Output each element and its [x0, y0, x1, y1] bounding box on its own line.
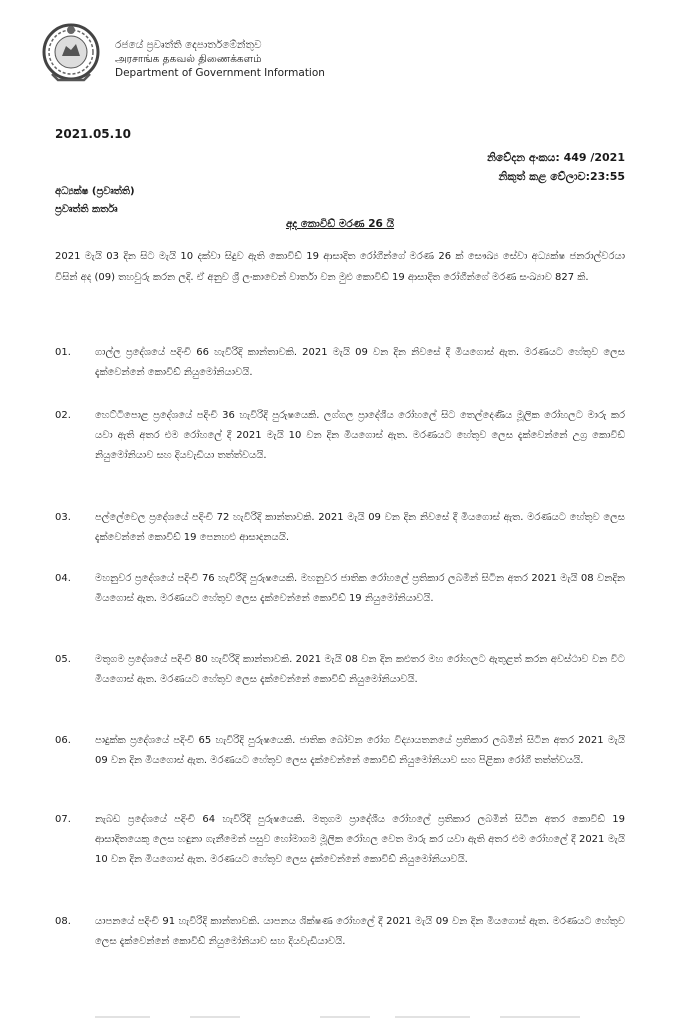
release-date: 2021.05.10 [55, 127, 131, 141]
recipient-news-editor: ප්‍රවෘත්ති කර්තෘ [55, 204, 118, 215]
item-number: 04. [55, 573, 71, 584]
page-title-text: අද කොවිඩ් මරණ 26 යි [285, 218, 395, 230]
list-item [55, 810, 625, 870]
list-item [55, 406, 625, 466]
item-text: ගාල්ල ප්‍රදේශයේ පදිංචි 66 හැවිරිදි කාන්තාවකි. 2021 මැයි 09 වන දින නිවසේ දී මියගොස් ඇත. මරණයට හේතුව ලෙස දැක්වෙන්නේ කොවිඩ් නියුමෝනියාවයි. [95, 347, 625, 378]
release-reference [487, 148, 625, 186]
item-text: මතුගම ප්‍රදේශයේ පදිංචි 80 හැවිරිදි කාන්තාවකි. 2021 මැයි 08 වන දින කළුතර මහ රෝහලට ඇතුළත් කරන අවස්ථාව වන විට මියගොස් ඇත. මරණයට හේතුව ලෙස දැක්වෙන්නේ කොවිඩ් නියුමෝනියාවයි. [95, 654, 625, 685]
item-text: පල්ලේවෙල ප්‍රදේශයේ පදිංචි 72 හැවිරිදි කාන්තාවකි. 2021 මැයි 09 වන දින නිවසේ දී මියගොස් ඇත. මරණයට හේතුව ලෙස දැක්වෙන්නේ කොවිඩ් 19 පෙනහළු ආසාදනයයි. [95, 512, 625, 543]
list-item [55, 508, 625, 548]
item-number: 03. [55, 512, 71, 523]
recipients [55, 183, 135, 219]
department-name-english: Department of Government Information [115, 67, 325, 79]
department-name-sinhala: රජයේ ප්‍රවෘත්ති දෙපාර්තමේන්තුව [115, 39, 262, 51]
recipient-director-news: අධ්‍යක්ෂ (ප්‍රවෘත්ති) [55, 186, 135, 197]
item-text: පාදුක්ක ප්‍රදේශයේ පදිංචි 65 හැවිරිදි පුරුෂයෙකි. ජාතික බෝවන රෝග විද්‍යායතනයේ ප්‍රතිකාර ලබමින් සිටින අතර 2021 මැයි 09 වන දින මියගොස් ඇත. මරණයට හේතුව ලෙස දැක්වෙන්නේ කොවිඩ් නියුමෝනියාව සහ පිළිකා රෝගී තත්ත්වයයි. [95, 735, 625, 766]
page-title [0, 218, 680, 231]
item-number: 05. [55, 654, 71, 665]
list-item [55, 343, 625, 383]
page-footer [0, 1008, 680, 1024]
item-text: මහනුවර ප්‍රදේශයේ පදිංචි 76 හැවිරිදි පුරුෂයෙකි. මහනුවර ජාතික රෝහලේ ප්‍රතිකාර ලබමින් සිටින අතර 2021 මැයි 08 වනදින මියගොස් ඇත. මරණයට හේතුව ලෙස දැක්වෙන්නේ කොවිඩ් 19 නියුමෝනියාවයි. [95, 573, 625, 604]
item-number: 08. [55, 916, 71, 927]
item-text: හෙට්ටිපොළ ප්‍රදේශයේ පදිංචි 36 හැවිරිදි පුරුෂයෙකි. ලග්ගල ප්‍රාදේශීය රෝහලේ සිට තෙල්දෙණිය මූලික රෝහලට මාරු කර යවා ඇති අතර එම රෝහලේ දී 2021 මැයි 10 වන දින මියගොස් ඇත. මරණයට හේතුව ලෙස දැක්වෙන්නේ උග්‍ර කොවිඩ් නියුමෝනියාව සහ දියවැඩියා තත්ත්වයයි. [95, 410, 625, 461]
item-text: යාපනයේ පදිංචි 91 හැවිරිදි කාන්තාවකි. යාපනය ශික්ෂණ රෝහලේ දී 2021 මැයි 09 වන දින මියගොස් ඇත. මරණයට හේතුව ලෙස දැක්වෙන්නේ කොවිඩ් නියුමෝනියාව සහ දියවැඩියාවයි. [95, 916, 625, 947]
intro-paragraph: 2021 මැයි 03 දින සිට මැයි 10 දක්වා සිදුව ඇති කොවිඩ් 19 ආසාදිත රෝගීන්ගේ මරණ 26 ක් සෞඛ්‍ය සේවා අධ්‍යක්ෂ ජනරාල්වරයා විසින් අද (09) තහවුරු කරන ලදි. ඒ අනුව ශ්‍රී ලංකාවෙන් වාර්තා වන මුළු කොවිඩ් 19 ආසාදිත රෝගීන්ගේ මරණ සංඛ්‍යාව 827 කි. [55, 251, 625, 283]
list-item [55, 912, 625, 952]
item-number: 07. [55, 814, 71, 825]
list-item [55, 731, 625, 771]
list-item [55, 569, 625, 609]
release-time: නිකුත් කළ වේලාව:23:55 [498, 170, 625, 183]
department-name-tamil: அரசாங்க தகவல் திணைக்களம் [115, 53, 262, 65]
list-item [55, 650, 625, 690]
government-emblem-icon [40, 22, 102, 86]
item-number: 01. [55, 347, 71, 358]
item-number: 02. [55, 410, 71, 421]
department-name [115, 38, 325, 80]
item-text: නැබඩ ප්‍රදේශයේ පදිංචි 64 හැවිරිදි පුරුෂයෙකි. මතුගම ප්‍රාදේශීය රෝහලේ ප්‍රතිකාර ලබමින් සිටින අතර කොවිඩ් 19 ආසාදිතයෙකු ලෙස හඳුනා ගැනීමෙන් පසුව හෝමාගම මූලික රෝහල වෙත මාරු කර යවා ඇති අතර එම රෝහලේ දී 2021 මැයි 10 වන දින මියගොස් ඇත. මරණයට හේතුව ලෙස දැක්වෙන්නේ කොවිඩ් නියුමෝනියාවයි. [95, 814, 625, 865]
item-number: 06. [55, 735, 71, 746]
release-number: නිවේදන අංකය: 449 /2021 [486, 151, 625, 164]
